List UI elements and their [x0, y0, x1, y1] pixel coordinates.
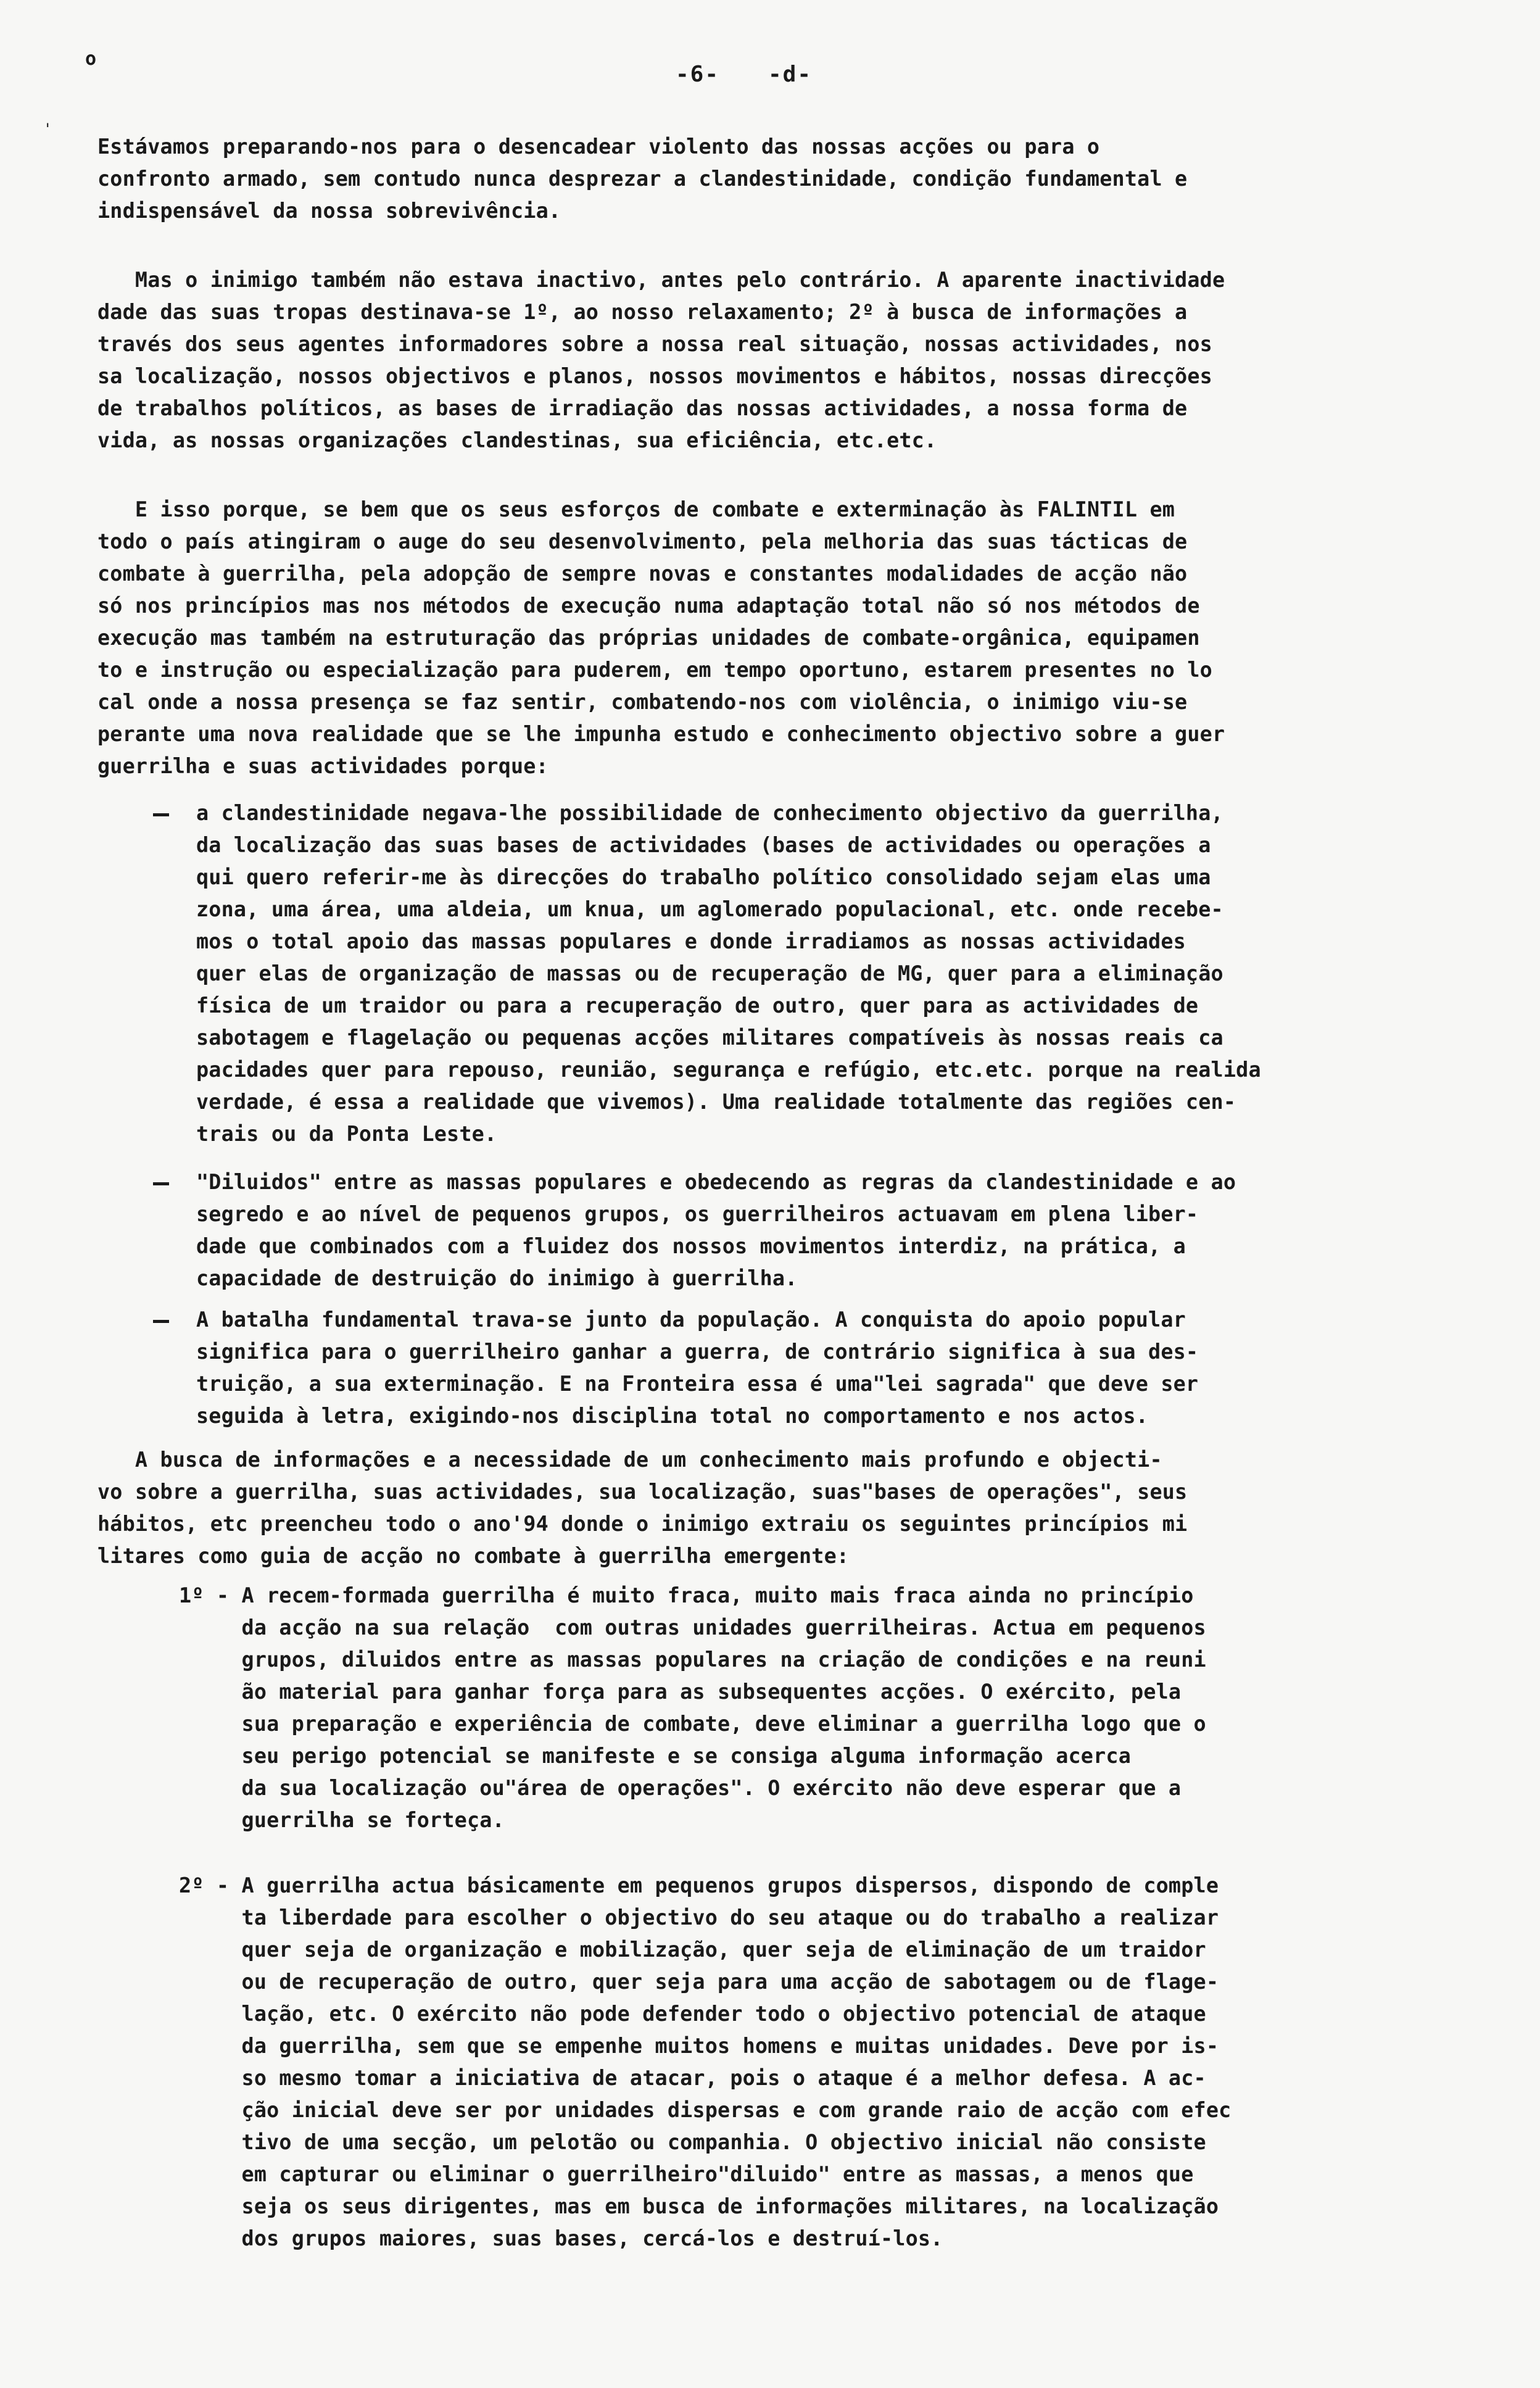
bullet-dash-1 [153, 813, 169, 816]
numbered-principle-2: 2º - A guerrilha actua básicamente em pequenos grupos dispersos, dispondo de comple ta liberdade para escolher o objectivo do seu ataque ou do trabalho a realizar quer seja de organização e mobilização, quer seja de eliminação de um traidor ou de recuperação de outro, quer seja para uma acção de sabotagem ou de flage- lação, etc. O exército não pode defender todo o objectivo potencial de ataque da guerrilha, sem que se empenhe muitos homens e muitas unidades. Deve por is- so mesmo tomar a iniciativa de atacar, pois o ataque é a melhor defesa. A ac- ção inicial deve ser por unidades dispersas e com grande raio de acção com efec tivo de uma secção, um pelotão ou companhia. O objectivo inicial não consiste em capturar ou eliminar o guerrilheiro"diluido" entre as massas, a menos que seja os seus dirigentes, mas em busca de informações militares, na localização dos grupos maiores, suas bases, cercá-los e destruí-los. [179, 1873, 1232, 2250]
numbered-principle-1: 1º - A recem-formada guerrilha é muito fraca, muito mais fraca ainda no princípio da acção na sua relação com outras unidades guerrilheiras. Actua em pequenos grupos, diluidos entre as massas populares na criação de condições e na reuni ão material para ganhar força para as subsequentes acções. O exército, pela sua preparação e experiência de combate, deve eliminar a guerrilha logo que o seu perigo potencial se manifeste e se consiga alguma informação acerca da sua localização ou"área de operações". O exército não deve esperar que a guerrilha se forteça. [179, 1583, 1206, 1832]
bullet-fundamental-battle: A batalha fundamental trava-se junto da população. A conquista do apoio popular significa para o guerrilheiro ganhar a guerra, de contrário significa à sua des- truição, a sua exterminação. E na Fronteira essa é uma"lei sagrada" que deve ser seguida à letra, exigindo-nos disciplina total no comportamento e nos actos. [196, 1308, 1199, 1428]
paragraph-intro: Estávamos preparando-nos para o desencadear violento das nossas acções ou para o confronto armado, sem contudo nunca desprezar a clandestinidade, condição fundamental e indispensável da nossa sobrevivência. [97, 135, 1188, 223]
paragraph-enemy-activity: Mas o inimigo também não estava inactivo, antes pelo contrário. A aparente inactividade dade das suas tropas destinava-se 1º, ao nosso relaxamento; 2º à busca de informações a través dos seus agentes informadores sobre a nossa real situação, nossas actividades, nos sa localização, nossos objectivos e planos, nossos movimentos e hábitos, nossas direcções de trabalhos políticos, as bases de irradiação das nossas actividades, a nossa forma de vida, as nossas organizações clandestinas, sua eficiência, etc.etc. [97, 268, 1225, 452]
page-number-primary: -6- [676, 62, 720, 87]
margin-tick: ' [43, 120, 52, 138]
paragraph-enemy-efforts: E isso porque, se bem que os seus esforços de combate e exterminação às FALINTIL em todo o país atingiram o auge do seu desenvolvimento, pela melhoria das suas tácticas de combate à guerrilha, pela adopção de sempre novas e constantes modalidades de acção não só nos princípios mas nos métodos de execução numa adaptação total não só nos métodos de execução mas também na estruturação das próprias unidades de combate-orgânica, equipamen to e instrução ou especialização para puderem, em tempo oportuno, estarem presentes no lo cal onde a nossa presença se faz sentir, combatendo-nos com violência, o inimigo viu-se perante uma nova realidade que se lhe impunha estudo e conhecimento objectivo sobre a guer guerrilha e suas actividades porque: [97, 497, 1225, 778]
bullet-clandestinity: a clandestinidade negava-lhe possibilidade de conhecimento objectivo da guerrilha, da localização das suas bases de actividades (bases de actividades ou operações a qui quero referir-me às direcções do trabalho político consolidado sejam elas uma zona, uma área, uma aldeia, um knua, um aglomerado populacional, etc. onde recebe- mos o total apoio das massas populares e donde irradiamos as nossas actividades quer elas de organização de massas ou de recuperação de MG, quer para a eliminação física de um traidor ou para a recuperação de outro, quer para as actividades de sabotagem e flagelação ou pequenas acções militares compatíveis às nossas reais ca pacidades quer para repouso, reunião, segurança e refúgio, etc.etc. porque na realida verdade, é essa a realidade que vivemos). Uma realidade totalmente das regiões cen- trais ou da Ponta Leste. [196, 801, 1261, 1146]
corner-mark: o [85, 48, 97, 70]
bullet-dash-3 [153, 1320, 169, 1323]
paragraph-intelligence-search: A busca de informações e a necessidade de um conhecimento mais profundo e objecti- vo sobre a guerrilha, suas actividades, sua localização, suas"bases de operações", seus hábitos, etc preencheu todo o ano'94 donde o inimigo extraiu os seguintes princípios mi litares como guia de acção no combate à guerrilha emergente: [97, 1448, 1188, 1568]
page-number-secondary: -d- [768, 62, 813, 87]
bullet-dash-2 [153, 1182, 169, 1185]
bullet-diluted-guerrillas: "Diluidos" entre as massas populares e obedecendo as regras da clandestinidade e ao segredo e ao nível de pequenos grupos, os guerrilheiros actuavam em plena liber- dade que combinados com a fluidez dos nossos movimentos interdiz, na prática, a capacidade de destruição do inimigo à guerrilha. [196, 1170, 1236, 1290]
